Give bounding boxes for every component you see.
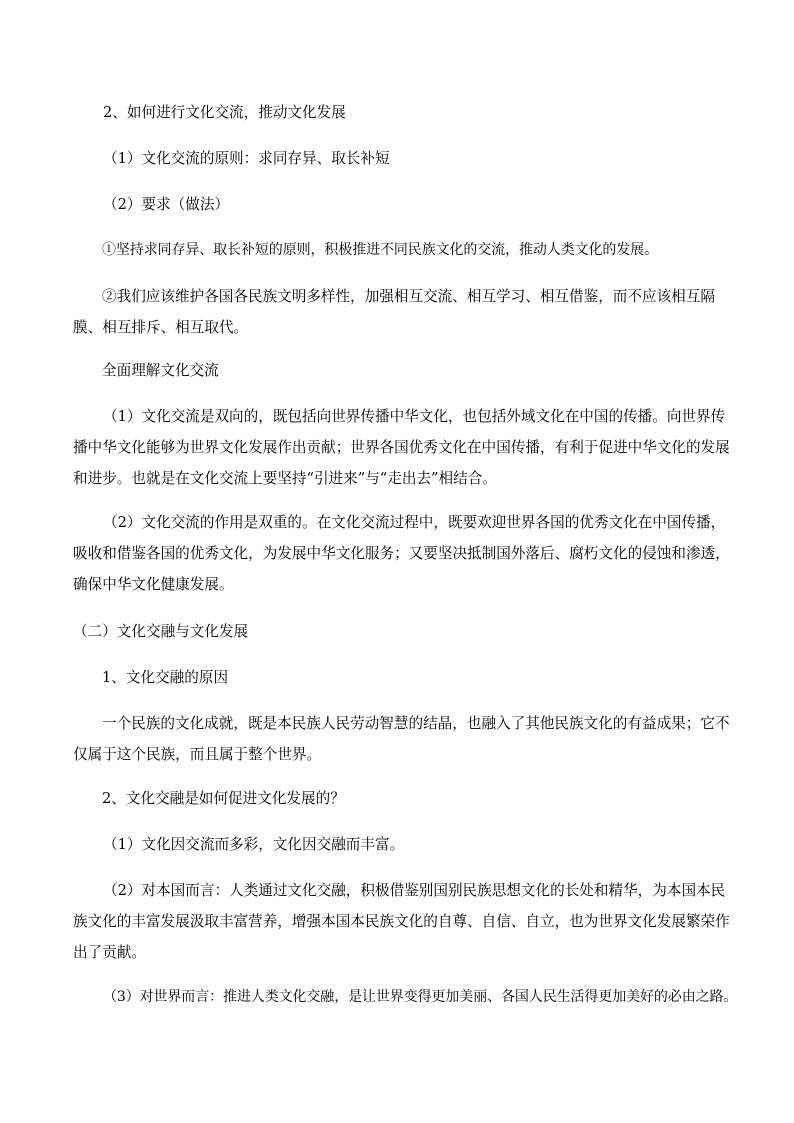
requirement-2: ②我们应该维护各国各民族文明多样性，加强相互交流、相互学习、相互借鉴，而不应该相互隔膜、相互排斥、相互取代。 [73, 288, 715, 336]
heading-fusion-development: 2、文化交融是如何促进文化发展的？ [102, 790, 345, 807]
heading-fusion-reason: 1、文化交融的原因 [102, 669, 229, 686]
requirement-1: ①坚持求同存异、取长补短的原则，积极推进不同民族文化的交流，推动人类文化的发展。 [102, 242, 658, 258]
requirements-heading: （2）要求（做法） [103, 196, 230, 213]
exchange-two-way: （1）文化交流是双向的，既包括向世界传播中华文化，也包括外域文化在中国的传播。向世界传播中华文化能够为世界文化发展作出贡献；世界各国优秀文化在中国传播，有利于促进中华文化的发展和进步。也就是在文化交流上要坚持“引进来”与“走出去”相结合。 [73, 408, 730, 487]
fusion-point-2: （2）对本国而言：人类通过文化交融，积极借鉴别国别民族思想文化的长处和精华，为本国本民族文化的丰富发展汲取丰富营养，增强本国本民族文化的自尊、自信、自立，也为世界文化发展繁荣作出了贡献。 [73, 882, 730, 961]
exchange-principle: （1）文化交流的原则：求同存异、取长补短 [103, 150, 390, 167]
exchange-dual-role: （2）文化交流的作用是双重的。在文化交流过程中，既要欢迎世界各国的优秀文化在中国传播，吸收和借鉴各国的优秀文化，为发展中华文化服务；又要坚决抵制国外落后、腐朽文化的侵蚀和渗透，确保中华文化健康发展。 [73, 514, 730, 593]
section-heading-fusion: （二）文化交融与文化发展 [73, 623, 249, 640]
fusion-point-1: （1）文化因交流而多彩，文化因交融而丰富。 [103, 836, 405, 853]
heading-how-to-exchange: 2、如何进行文化交流，推动文化发展 [103, 104, 346, 121]
heading-understand-exchange: 全面理解文化交流 [102, 362, 219, 379]
fusion-point-3: （3）对世界而言：推进人类文化交融，是让世界变得更加美丽、各国人民生活得更加美好的必由之路。 [103, 989, 738, 1005]
fusion-reason-text: 一个民族的文化成就，既是本民族人民劳动智慧的结晶，也融入了其他民族文化的有益成果；它不仅属于这个民族，而且属于整个世界。 [73, 715, 730, 763]
